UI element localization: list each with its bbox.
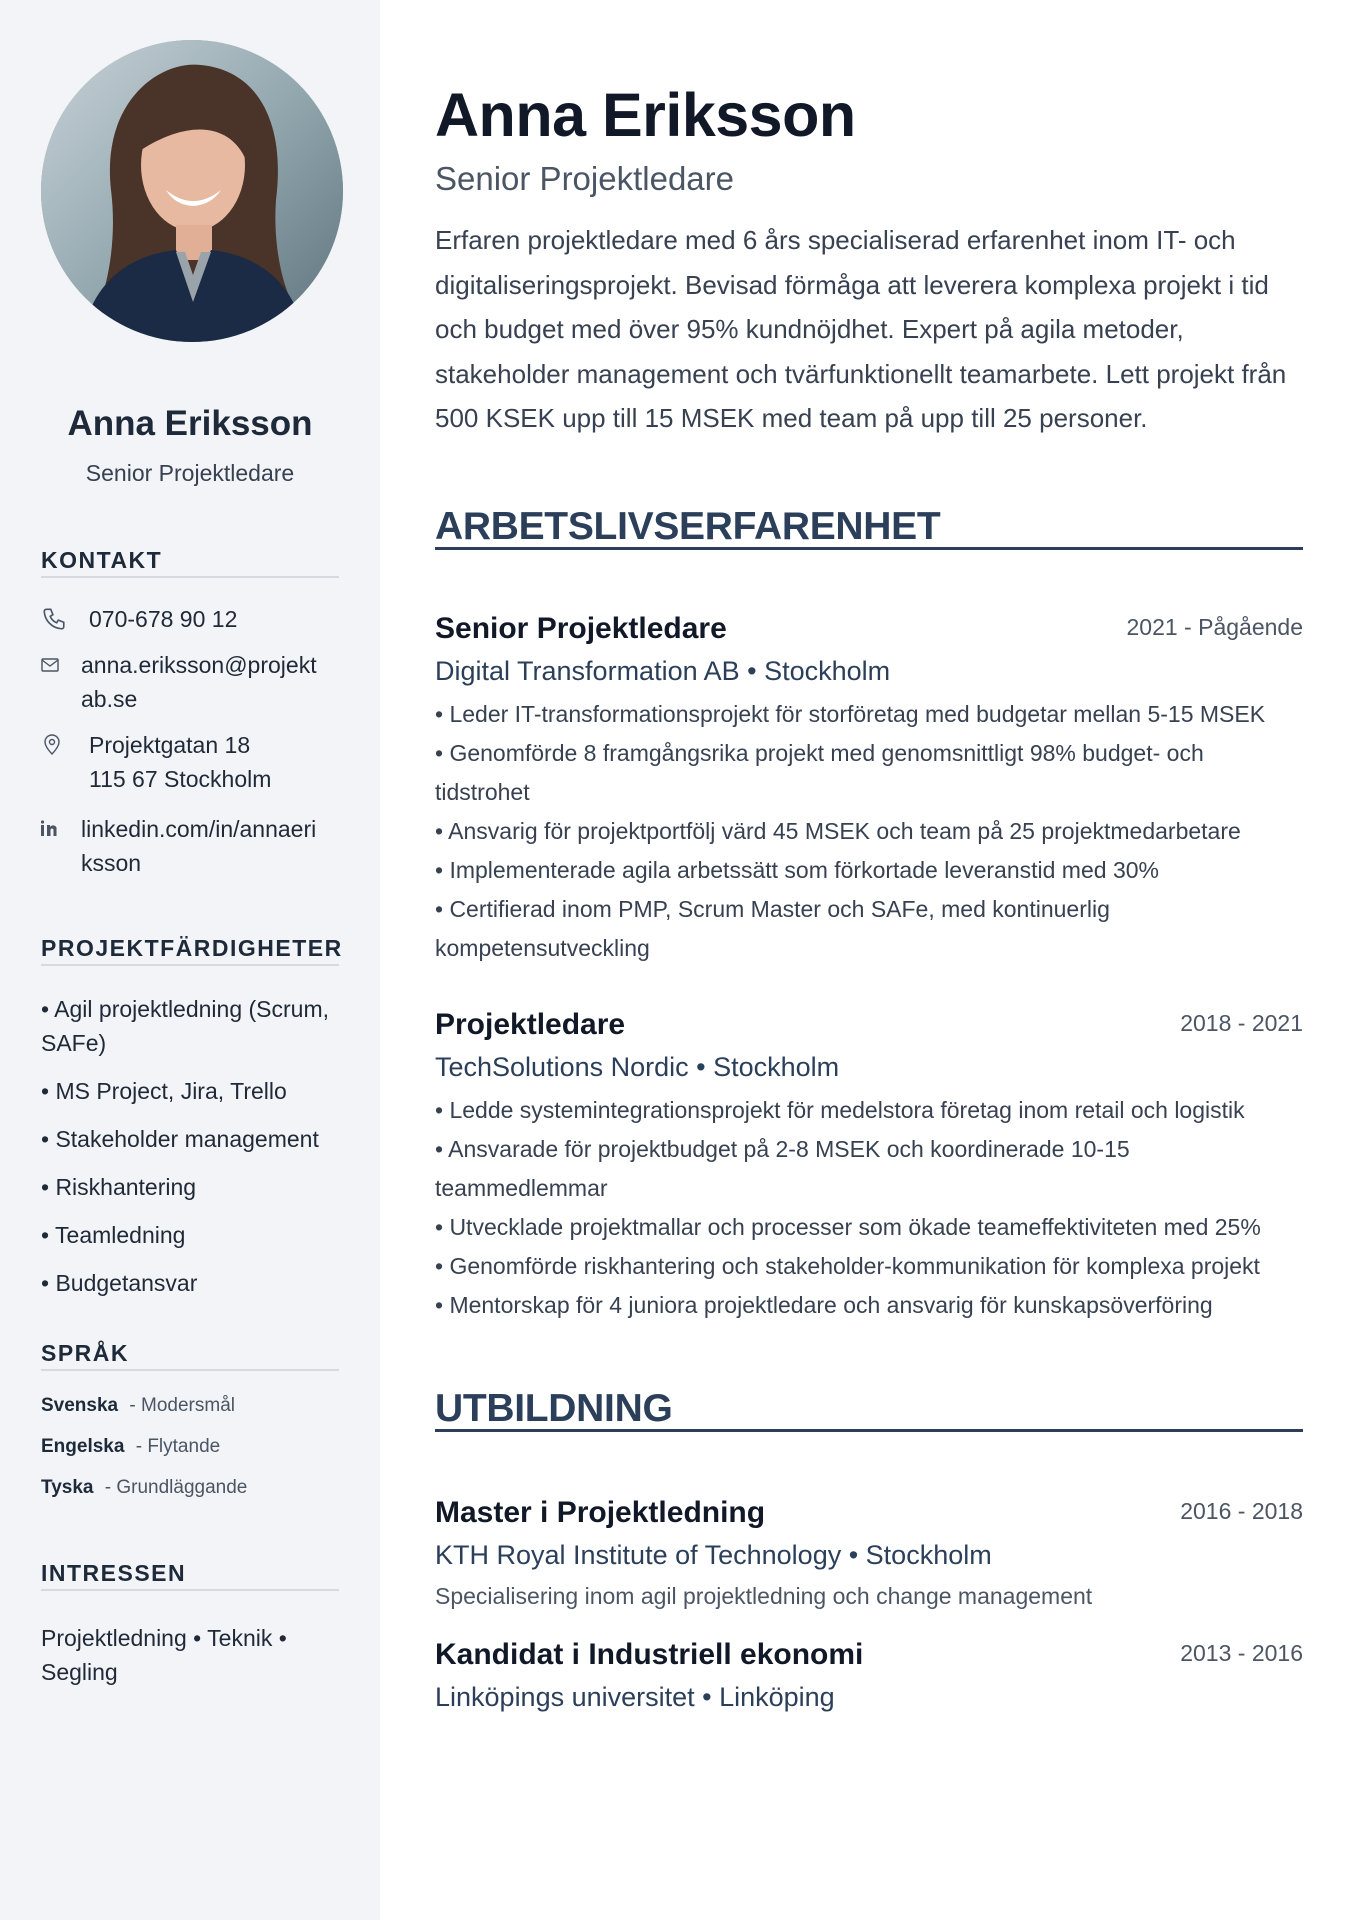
skill-item: • Riskhantering — [41, 1174, 197, 1200]
job-bullets — [435, 1091, 1303, 1325]
skill-item: • Teamledning — [41, 1222, 186, 1248]
phone-number: 070-678 90 12 — [89, 606, 238, 632]
bullet-item: • Ansvarade för projektbudget på 2-8 MSEK och koordinerade 10-15 teammedlemmar — [435, 1135, 1130, 1201]
linkedin-line-1: linkedin.com/in/annaeri — [81, 816, 317, 842]
education-heading: UTBILDNING — [435, 1389, 1303, 1432]
language-name: Engelska — [41, 1436, 125, 1457]
bullet-item: • Implementerade agila arbetssätt som förkortade leveranstid med 30% — [435, 856, 1159, 883]
job-date: 2018 - 2021 — [1180, 1009, 1303, 1036]
linkedin-url — [81, 812, 316, 880]
job-company: Digital Transformation AB • Stockholm — [435, 655, 891, 686]
profile-summary: Erfaren projektledare med 6 års specialiserad erfarenhet inom IT- och digitaliseringsprojekt. Bevisad förmåga att leverera komplexa projekt i tid och budget med över 95% kundnöjdhet. Expert på agila metoder, stakeholder management och tvärfunktionellt teamarbete. Lett projekt från 500 KSEK upp till 15 MSEK med team på upp till 25 personer. — [435, 225, 1287, 433]
interests-text: Projektledning • Teknik • Segling — [41, 1625, 287, 1685]
language-level: - Grundläggande — [104, 1477, 248, 1498]
bullet-item: • Ansvarig för projektportfölj värd 45 MSEK och team på 25 projektmedarbetare — [435, 817, 1241, 844]
sidebar-name: Anna Eriksson — [67, 404, 313, 443]
skill-item: • Budgetansvar — [41, 1270, 198, 1296]
sidebar-title: Senior Projektledare — [85, 460, 295, 486]
job-title: Projektledare — [435, 1007, 626, 1041]
address-line-2: 115 67 Stockholm — [89, 766, 272, 792]
phone-icon — [41, 602, 81, 632]
bullet-item: • Certifierad inom PMP, Scrum Master och SAFe, med kontinuerlig kompetensutveckling — [435, 895, 1110, 961]
language-item — [41, 1467, 339, 1508]
skill-item: • Agil projektledning (Scrum, SAFe) — [41, 996, 330, 1056]
mail-icon — [41, 648, 81, 672]
bullet-item: • Leder IT-transformationsprojekt för storföretag med budgetar mellan 5-15 MSEK — [435, 700, 1266, 727]
bullet-item: • Ledde systemintegrationsprojekt för medelstora företag inom retail och logistik — [435, 1096, 1245, 1123]
bullet-item: • Genomförde riskhantering och stakeholder-kommunikation för komplexa projekt — [435, 1252, 1260, 1279]
job-entry — [435, 612, 1303, 968]
contact-linkedin[interactable] — [41, 812, 339, 880]
email-address — [81, 648, 317, 716]
education-date: 2016 - 2018 — [1180, 1497, 1303, 1524]
email-line-1: anna.eriksson@projekt — [81, 652, 317, 678]
address-line-1: Projektgatan 18 — [89, 732, 251, 758]
profile-photo — [41, 40, 343, 342]
linkedin-icon — [41, 812, 81, 836]
contact-heading: KONTAKT — [41, 547, 339, 578]
language-level: - Flytande — [135, 1436, 221, 1457]
interests-heading: INTRESSEN — [41, 1560, 339, 1591]
degree-title: Kandidat i Industriell ekonomi — [435, 1637, 864, 1671]
language-name: Svenska — [41, 1395, 119, 1416]
language-name: Tyska — [41, 1477, 94, 1498]
bullet-item: • Utvecklade projektmallar och processer som ökade teameffektiviteten med 25% — [435, 1213, 1261, 1240]
job-date: 2021 - Pågående — [1126, 613, 1303, 640]
education-school: KTH Royal Institute of Technology • Stockholm — [435, 1539, 992, 1570]
contact-phone[interactable] — [41, 602, 339, 636]
location-pin-icon — [41, 728, 81, 756]
education-school: Linköpings universitet • Linköping — [435, 1681, 835, 1712]
job-bullets — [435, 695, 1303, 968]
education-description: Specialisering inom agil projektledning och change management — [435, 1582, 1093, 1609]
contact-address — [41, 728, 339, 796]
main-content — [380, 0, 1357, 1920]
degree-title: Master i Projektledning — [435, 1495, 766, 1529]
skills-heading: PROJEKTFÄRDIGHETER — [41, 935, 339, 966]
profile-photo-illustration — [41, 40, 343, 342]
education-entry — [435, 1638, 1303, 1713]
job-company: TechSolutions Nordic • Stockholm — [435, 1051, 840, 1082]
address — [81, 728, 271, 796]
language-item — [41, 1426, 339, 1467]
education-entry — [435, 1496, 1303, 1610]
job-headline: Senior Projektledare — [435, 160, 734, 197]
education-date: 2013 - 2016 — [1180, 1639, 1303, 1666]
bullet-item: • Mentorskap för 4 juniora projektledare och ansvarig för kunskapsöverföring — [435, 1291, 1213, 1318]
languages-heading: SPRÅK — [41, 1340, 339, 1371]
sidebar — [0, 0, 380, 1920]
languages-list — [41, 1385, 339, 1508]
skills-list — [41, 992, 339, 1300]
job-entry — [435, 1008, 1303, 1325]
contact-email[interactable] — [41, 648, 339, 716]
email-line-2: ab.se — [81, 686, 138, 712]
skill-item: • Stakeholder management — [41, 1126, 319, 1152]
language-item — [41, 1385, 339, 1426]
bullet-item: • Genomförde 8 framgångsrika projekt med genomsnittligt 98% budget- och tidstrohet — [435, 739, 1204, 805]
linkedin-line-2: ksson — [81, 850, 142, 876]
experience-heading: ARBETSLIVSERFARENHET — [435, 507, 1303, 550]
skill-item: • MS Project, Jira, Trello — [41, 1078, 287, 1104]
page-title: Anna Eriksson — [435, 81, 856, 149]
language-level: - Modersmål — [129, 1395, 235, 1416]
job-title: Senior Projektledare — [435, 611, 727, 645]
